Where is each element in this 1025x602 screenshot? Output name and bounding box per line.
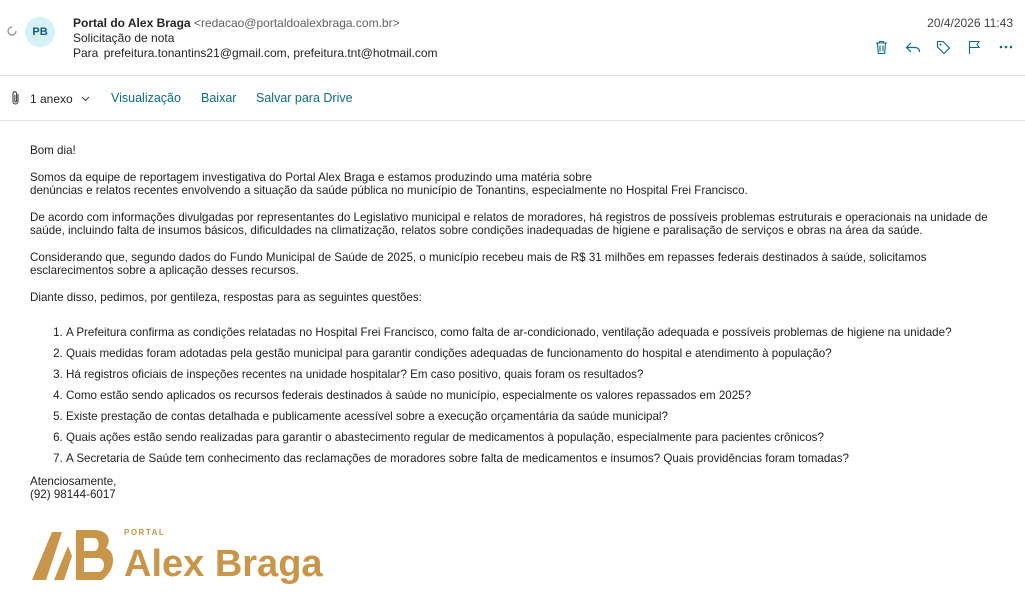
- question-item: 5. Existe prestação de contas detalhada e publicamente acessível sobre a execução orçamentária da saúde municipal?: [66, 410, 1010, 423]
- portal-alex-braga-logo: [32, 526, 352, 584]
- more-icon: [999, 45, 1013, 49]
- sender-name[interactable]: Portal do Alex Braga: [73, 16, 191, 30]
- question-item: 7. A Secretaria de Saúde tem conhecimento das reclamações de moradores sobre falta de medicamentos e insumos? Quais providências foram tomadas?: [66, 452, 1010, 465]
- question-item: 1. A Prefeitura confirma as condições relatadas no Hospital Frei Francisco, como falta de ar-condicionado, ventilação adequada e possíveis problemas de higiene na unidade?: [66, 326, 1010, 339]
- delete-button[interactable]: [872, 38, 891, 56]
- paragraph-intro-line2: denúncias e relatos recentes envolvendo a situação da saúde pública no município de Tonantins, especialmente no Hospital Frei Francisco.: [30, 184, 748, 197]
- paragraph-intro: [30, 171, 1010, 197]
- loading-icon: [6, 25, 18, 37]
- logo-big-text: Alex Braga: [124, 543, 323, 584]
- reply-icon: [905, 41, 921, 54]
- attachment-bar: [0, 76, 1025, 121]
- chevron-down-icon: [81, 96, 90, 102]
- header-text: [73, 16, 438, 61]
- question-item: 2. Quais medidas foram adotadas pela gestão municipal para garantir condições adequadas de funcionamento do hospital e atendimento à população?: [66, 347, 1010, 360]
- trash-icon: [875, 40, 888, 55]
- signature: [30, 475, 1010, 501]
- question-item: 4. Como estão sendo aplicados os recursos federais destinados à saúde no município, especialmente os valores repassados em 2025?: [66, 389, 1010, 402]
- closing: Atenciosamente,: [30, 475, 117, 488]
- sender-email[interactable]: <redacao@portaldoalexbraga.com.br>: [193, 16, 400, 30]
- flag-icon: [968, 40, 981, 55]
- recipients[interactable]: prefeitura.tonantins21@gmail.com, prefeitura.tnt@hotmail.com: [103, 46, 438, 60]
- questions-list: [66, 326, 1010, 465]
- greeting: Bom dia!: [30, 144, 76, 157]
- question-item: 3. Há registros oficiais de inspeções recentes na unidade hospitalar? Em caso positivo, quais foram os resultados?: [66, 368, 1010, 381]
- more-button[interactable]: [996, 38, 1015, 56]
- logo-small-text: PORTAL: [124, 528, 166, 537]
- message-date: 20/4/2026 11:43: [927, 16, 1013, 30]
- to-label: Para: [73, 46, 99, 60]
- paragraph-funds: Considerando que, segundo dados do Fundo Municipal de Saúde de 2025, o município recebeu mais de R$ 31 milhões em repasses federais destinados à saúde, solicitamos esclarecimentos sobre a aplicação desses recursos.: [30, 251, 927, 277]
- save-to-drive-link[interactable]: Salvar para Drive: [256, 91, 353, 105]
- paperclip-icon: [10, 90, 21, 106]
- tag-icon: [936, 40, 951, 55]
- message-header: [0, 0, 1025, 76]
- attachment-count-dropdown[interactable]: [30, 92, 90, 106]
- message-actions: [872, 38, 1015, 56]
- subject: Solicitação de nota: [73, 31, 175, 45]
- download-link[interactable]: Baixar: [201, 91, 237, 105]
- question-item: 6. Quais ações estão sendo realizadas para garantir o abastecimento regular de medicamentos à população, especialmente para pacientes crônicos?: [66, 431, 1010, 444]
- paragraph-intro-line1: Somos da equipe de reportagem investigativa do Portal Alex Braga e estamos produzindo uma matéria sobre: [30, 171, 592, 184]
- phone: (92) 98144-6017: [30, 488, 116, 501]
- reply-button[interactable]: [903, 38, 922, 56]
- paragraph-request: Diante disso, pedimos, por gentileza, respostas para as seguintes questões:: [30, 291, 422, 304]
- message-body: [30, 144, 1010, 501]
- attachment-count: 1 anexo: [30, 92, 73, 106]
- paragraph-context: De acordo com informações divulgadas por representantes do Legislativo municipal e relatos de moradores, há registros de possíveis problemas estruturais e operacionais na unidade de saúde, incluindo falta de insumos básicos, dificuldades na climatização, relatos sobre condições inadequadas de higiene e paralisação de serviços e obras na área da saúde.: [30, 211, 988, 237]
- tag-button[interactable]: [934, 38, 953, 56]
- avatar[interactable]: PB: [25, 17, 55, 47]
- preview-link[interactable]: Visualização: [111, 91, 181, 105]
- flag-button[interactable]: [965, 38, 984, 56]
